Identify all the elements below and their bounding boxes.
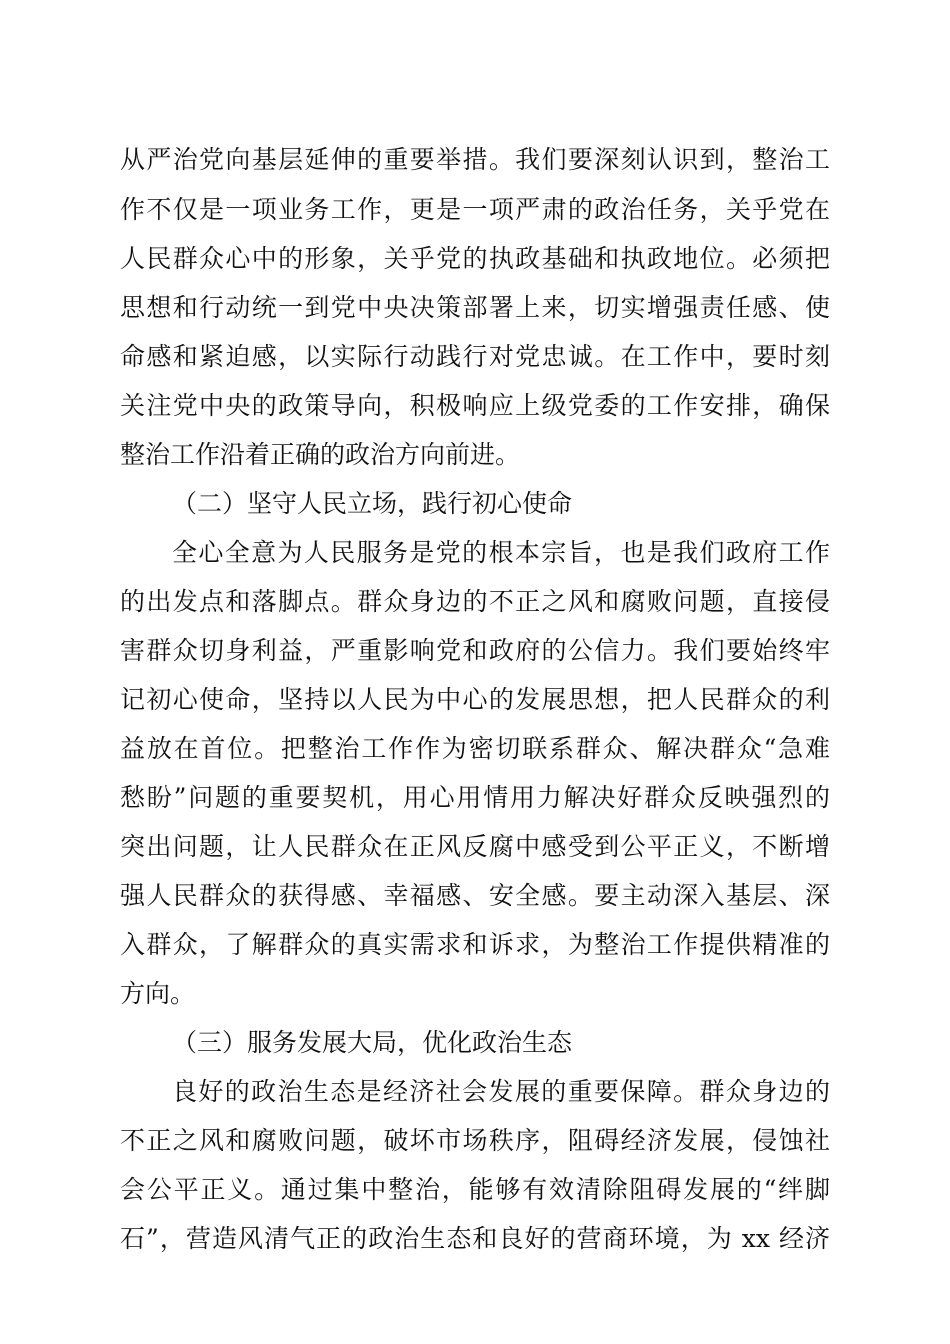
section-3-heading: （三）服务发展大局，优化政治生态 [172, 1028, 573, 1057]
text-line: 入群众，了解群众的真实需求和诉求，为整治工作提供精准的 [120, 930, 830, 959]
text-line: 方向。 [120, 979, 196, 1008]
text-line: 作不仅是一项业务工作，更是一项严肃的政治任务，关乎党在 [120, 195, 830, 224]
text-line: 关注党中央的政策导向，积极响应上级党委的工作安排，确保 [120, 391, 830, 420]
text-line: 的出发点和落脚点。群众身边的不正之风和腐败问题，直接侵 [120, 587, 830, 616]
text-line: 益放在首位。把整治工作作为密切联系群众、解决群众“急难 [120, 734, 830, 763]
text-line: 愁盼”问题的重要契机，用心用情用力解决好群众反映强烈的 [120, 783, 830, 812]
text-line: 害群众切身利益，严重影响党和政府的公信力。我们要始终牢 [120, 636, 830, 665]
text-line: 思想和行动统一到党中央决策部署上来，切实增强责任感、使 [120, 293, 830, 322]
text-line: 良好的政治生态是经济社会发展的重要保障。群众身边的 [172, 1077, 830, 1106]
text-line: 记初心使命，坚持以人民为中心的发展思想，把人民群众的利 [120, 685, 830, 714]
text-line: 从严治党向基层延伸的重要举措。我们要深刻认识到，整治工 [120, 145, 830, 174]
section-2-heading: （二）坚守人民立场，践行初心使命 [172, 489, 573, 518]
text-line: 人民群众心中的形象，关乎党的执政基础和执政地位。必须把 [120, 244, 830, 273]
text-line: 会公平正义。通过集中整治，能够有效清除阻碍发展的“绊脚 [120, 1175, 830, 1204]
text-line: 命感和紧迫感，以实际行动践行对党忠诚。在工作中，要时刻 [120, 342, 830, 371]
text-line: 石”，营造风清气正的政治生态和良好的营商环境，为 xx 经济 [120, 1224, 830, 1253]
text-line: 全心全意为人民服务是党的根本宗旨，也是我们政府工作 [172, 538, 830, 567]
text-line: 整治工作沿着正确的政治方向前进。 [120, 440, 521, 469]
text-line: 强人民群众的获得感、幸福感、安全感。要主动深入基层、深 [120, 881, 830, 910]
text-line: 突出问题，让人民群众在正风反腐中感受到公平正义，不断增 [120, 832, 830, 861]
text-line: 不正之风和腐败问题，破坏市场秩序，阻碍经济发展，侵蚀社 [120, 1126, 830, 1155]
